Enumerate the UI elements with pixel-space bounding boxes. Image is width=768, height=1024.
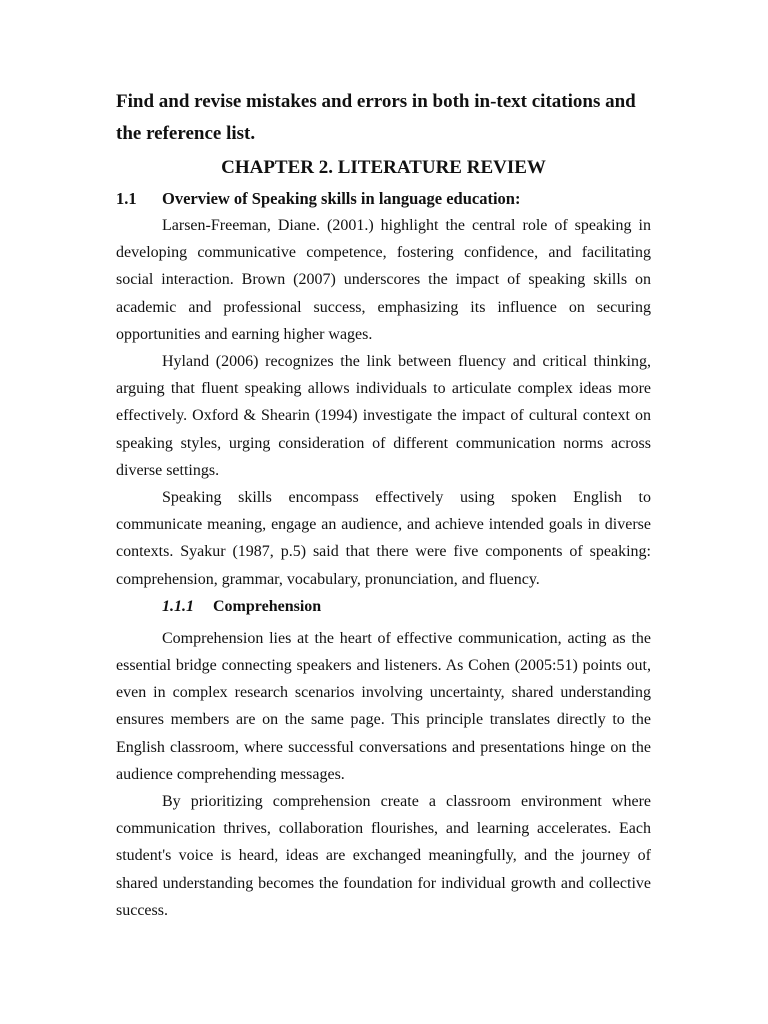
section-number: 1.1 bbox=[116, 189, 137, 208]
paragraph: Speaking skills encompass effectively using spoken English to communicate meaning, engage an audience, and achieve intended goals in diverse contexts. Syakur (1987, p.5) said that there were five components of speaking: comprehension, grammar, vocabulary, pronunciation, and fluency. bbox=[116, 489, 651, 588]
subsection-number: 1.1.1 bbox=[162, 597, 194, 615]
task-instruction: Find and revise mistakes and errors in both in-text citations and the reference list. bbox=[116, 91, 636, 144]
document-page bbox=[116, 86, 651, 924]
paragraph: Larsen-Freeman, Diane. (2001.) highlight the central role of speaking in developing communicative competence, fostering confidence, and facilitating social interaction. Brown (2007) underscores the impact of speaking skills on academic and professional success, emphasizing its influence on securing opportunities and earning higher wages. bbox=[116, 217, 651, 343]
subsection-heading bbox=[116, 593, 651, 620]
paragraph: Comprehension lies at the heart of effective communication, acting as the essential bridge connecting speakers and listeners. As Cohen (2005:51) points out, even in complex research scenarios involving uncertainty, shared understanding ensures members are on the same page. This principle translates directly to the English classroom, where successful conversations and presentations hinge on the audience comprehending messages. bbox=[116, 629, 651, 783]
section-heading bbox=[116, 185, 651, 212]
chapter-title: CHAPTER 2. LITERATURE REVIEW bbox=[221, 157, 546, 178]
subsection-title: Comprehension bbox=[213, 597, 322, 615]
paragraph: Hyland (2006) recognizes the link between fluency and critical thinking, arguing that fluent speaking allows individuals to articulate complex ideas more effectively. Oxford & Shearin (1994) investigate the impact of cultural context on speaking styles, urging consideration of different communication norms across diverse settings. bbox=[116, 353, 651, 479]
section-title: Overview of Speaking skills in language education: bbox=[162, 189, 521, 208]
paragraph: By prioritizing comprehension create a classroom environment where communication thrives, collaboration flourishes, and learning accelerates. Each student's voice is heard, ideas are exchanged meaningfully, and the journey of shared understanding becomes the foundation for individual growth and collective success. bbox=[116, 793, 651, 919]
